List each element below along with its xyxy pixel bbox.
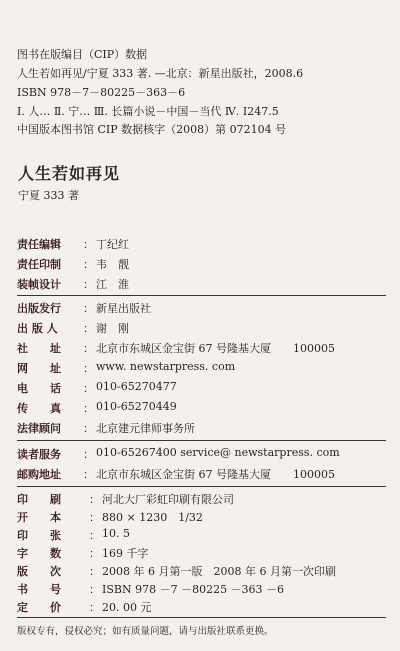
publisher-label: 出版发行 xyxy=(17,302,61,315)
publisher-value: www. newstarpress. com xyxy=(96,360,236,373)
publisher-label: 出 版 人 xyxy=(17,322,58,335)
editor-label: 责任印制 xyxy=(17,258,61,271)
publisher-row: 网 址 ： www. newstarpress. com xyxy=(17,360,236,375)
editor-row: 责任编辑 ： 丁纪红 xyxy=(17,238,129,251)
printing-row: 印 张 ： 10. 5 xyxy=(17,527,130,542)
printing-label: 印 张 xyxy=(17,529,61,542)
reader-value: 010-65267400 service@ newstarpress. com xyxy=(96,446,340,459)
editor-label: 装帧设计 xyxy=(17,278,61,291)
publisher-label: 传 真 xyxy=(17,402,61,415)
cip-citation: 人生若如再见/宁夏 333 著. —北京：新星出版社，2008.6 xyxy=(17,67,304,80)
printing-label: 书 号 xyxy=(17,583,61,596)
printing-label: 字 数 xyxy=(17,547,61,560)
publisher-value: 谢 刚 xyxy=(96,322,129,335)
printing-value: 10. 5 xyxy=(102,527,130,540)
printing-row: 字 数 ： 169 千字 xyxy=(17,547,149,560)
publisher-label: 网 址 xyxy=(17,362,61,375)
publisher-value: 010-65270449 xyxy=(96,400,177,413)
publisher-row: 社 址 ： 北京市东城区金宝街 67 号隆基大厦 100005 xyxy=(17,342,335,355)
printing-label: 印 刷 xyxy=(17,493,61,506)
book-author: 宁夏 333 著 xyxy=(18,189,79,202)
publisher-label: 电 话 xyxy=(17,382,61,395)
editor-row: 责任印制 ： 韦 靓 xyxy=(17,258,129,271)
publisher-label: 社 址 xyxy=(17,342,61,355)
editor-value: 江 淮 xyxy=(96,278,129,291)
reader-value: 北京市东城区金宝街 67 号隆基大厦 100005 xyxy=(96,468,335,481)
divider xyxy=(17,295,386,296)
publisher-value: 010-65270477 xyxy=(96,380,177,393)
printing-value: ISBN 978 －7 －80225 －363 －6 xyxy=(102,583,285,596)
publisher-row: 电 话 ： 010-65270477 xyxy=(17,380,177,395)
printing-row: 开 本 ： 880 × 1230 1/32 xyxy=(17,511,203,524)
divider xyxy=(17,440,386,441)
publisher-label: 法律顾问 xyxy=(17,422,61,435)
reader-label: 邮购地址 xyxy=(17,468,61,481)
printing-label: 开 本 xyxy=(17,511,61,524)
printing-row: 书 号 ： ISBN 978 －7 －80225 －363 －6 xyxy=(17,583,285,596)
reader-row: 读者服务 ： 010-65267400 service@ newstarpress. com xyxy=(17,446,340,461)
cip-isbn: ISBN 978－7－80225－363－6 xyxy=(17,86,186,99)
printing-row: 版 次 ： 2008 年 6 月第一版 2008 年 6 月第一次印刷 xyxy=(17,565,336,578)
publisher-row: 传 真 ： 010-65270449 xyxy=(17,400,177,415)
printing-value: 河北大厂彩虹印刷有限公司 xyxy=(102,493,234,506)
publisher-value: 北京建元律师事务所 xyxy=(96,422,195,435)
divider xyxy=(17,486,386,487)
editor-value: 丁纪红 xyxy=(96,238,129,251)
editor-value: 韦 靓 xyxy=(96,258,129,271)
publisher-value: 北京市东城区金宝街 67 号隆基大厦 100005 xyxy=(96,342,335,355)
copyright-notice: 版权专有，侵权必究；如有质量问题，请与出版社联系更换。 xyxy=(17,626,274,637)
printing-label: 定 价 xyxy=(17,601,61,614)
printing-row: 印 刷 ： 河北大厂彩虹印刷有限公司 xyxy=(17,493,234,506)
publisher-row: 出 版 人 ： 谢 刚 xyxy=(17,322,129,335)
printing-label: 版 次 xyxy=(17,565,61,578)
printing-value: 20. 00 元 xyxy=(102,601,152,614)
editor-label: 责任编辑 xyxy=(17,238,61,251)
printing-value: 169 千字 xyxy=(102,547,149,560)
book-title: 人生若如再见 xyxy=(18,164,121,183)
printing-value: 880 × 1230 1/32 xyxy=(102,511,203,524)
reader-row: 邮购地址 ： 北京市东城区金宝街 67 号隆基大厦 100005 xyxy=(17,468,335,481)
editor-row: 装帧设计 ： 江 淮 xyxy=(17,278,129,291)
printing-value: 2008 年 6 月第一版 2008 年 6 月第一次印刷 xyxy=(102,565,336,578)
cip-record: 中国版本图书馆 CIP 数据核字（2008）第 072104 号 xyxy=(17,123,287,136)
divider xyxy=(17,617,386,618)
reader-label: 读者服务 xyxy=(17,448,61,461)
cip-heading: 图书在版编目（CIP）数据 xyxy=(17,48,148,61)
cip-classification: Ⅰ. 人… Ⅱ. 宁… Ⅲ. 长篇小说－中国－当代 Ⅳ. I247.5 xyxy=(17,105,279,118)
publisher-row: 出版发行 ： 新星出版社 xyxy=(17,302,151,315)
publisher-row: 法律顾问 ： 北京建元律师事务所 xyxy=(17,422,195,435)
printing-row: 定 价 ： 20. 00 元 xyxy=(17,601,152,614)
publisher-value: 新星出版社 xyxy=(96,302,151,315)
